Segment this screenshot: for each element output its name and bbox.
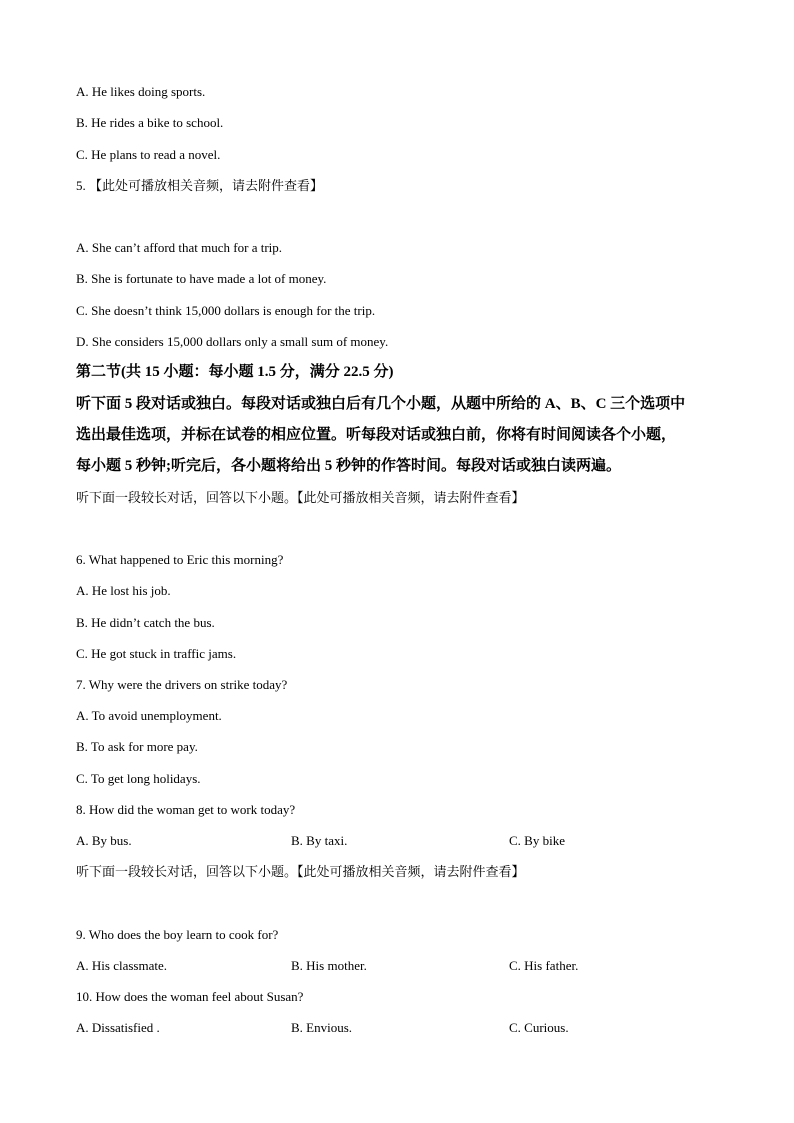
q9-option-a: A. His classmate.	[76, 958, 167, 973]
q10-option-c: C. Curious.	[509, 1020, 569, 1035]
q7-option-c: C. To get long holidays.	[76, 771, 201, 786]
section2-instruction-1: 听下面 5 段对话或独白。每段对话或独白后有几个小题，从题中所给的 A、B、C 三个选项中	[76, 396, 686, 412]
q7-option-a: A. To avoid unemployment.	[76, 708, 222, 723]
document-page	[76, 0, 766, 1123]
q4-option-a: A. He likes doing sports.	[76, 84, 206, 99]
q6-option-a: A. He lost his job.	[76, 583, 171, 598]
q8-options-row	[76, 833, 766, 849]
q4-option-c: C. He plans to read a novel.	[76, 147, 221, 162]
q7-stem: 7. Why were the drivers on strike today?	[76, 677, 288, 692]
q5-option-c: C. She doesn’t think 15,000 dollars is enough for the trip.	[76, 303, 376, 318]
q8-stem: 8. How did the woman get to work today?	[76, 802, 296, 817]
section2-instruction-2: 选出最佳选项，并标在试卷的相应位置。听每段对话或独白前，你将有时间阅读各个小题，	[76, 427, 677, 443]
q6-option-b: B. He didn’t catch the bus.	[76, 615, 215, 630]
q10-option-b: B. Envious.	[291, 1020, 353, 1035]
passage1-intro: 听下面一段较长对话，回答以下小题。【此处可播放相关音频，请去附件查看】	[76, 490, 525, 505]
q4-option-b: B. He rides a bike to school.	[76, 115, 224, 130]
q5-option-b: B. She is fortunate to have made a lot of money.	[76, 271, 327, 286]
passage2-intro: 听下面一段较长对话，回答以下小题。【此处可播放相关音频，请去附件查看】	[76, 864, 525, 879]
q6-stem: 6. What happened to Eric this morning?	[76, 552, 284, 567]
q10-options-row	[76, 1020, 766, 1036]
q7-option-b: B. To ask for more pay.	[76, 739, 198, 754]
q5-option-a: A. She can’t afford that much for a trip.	[76, 240, 283, 255]
q10-option-a: A. Dissatisfied .	[76, 1020, 160, 1035]
q5-option-d: D. She considers 15,000 dollars only a small sum of money.	[76, 334, 389, 349]
section2-heading: 第二节(共 15 小题：每小题 1.5 分，满分 22.5 分)	[76, 364, 394, 380]
q9-option-c: C. His father.	[509, 958, 579, 973]
q5-stem: 5. 【此处可播放相关音频，请去附件查看】	[76, 178, 324, 193]
q10-stem: 10. How does the woman feel about Susan?	[76, 989, 304, 1004]
q9-stem: 9. Who does the boy learn to cook for?	[76, 927, 279, 942]
q9-options-row	[76, 958, 766, 974]
q6-option-c: C. He got stuck in traffic jams.	[76, 646, 237, 661]
q9-option-b: B. His mother.	[291, 958, 367, 973]
q8-option-c: C. By bike	[509, 833, 565, 848]
section2-instruction-3: 每小题 5 秒钟;听完后，各小题将给出 5 秒钟的作答时间。每段对话或独白读两遍。	[76, 458, 621, 474]
q8-option-a: A. By bus.	[76, 833, 132, 848]
q8-option-b: B. By taxi.	[291, 833, 348, 848]
